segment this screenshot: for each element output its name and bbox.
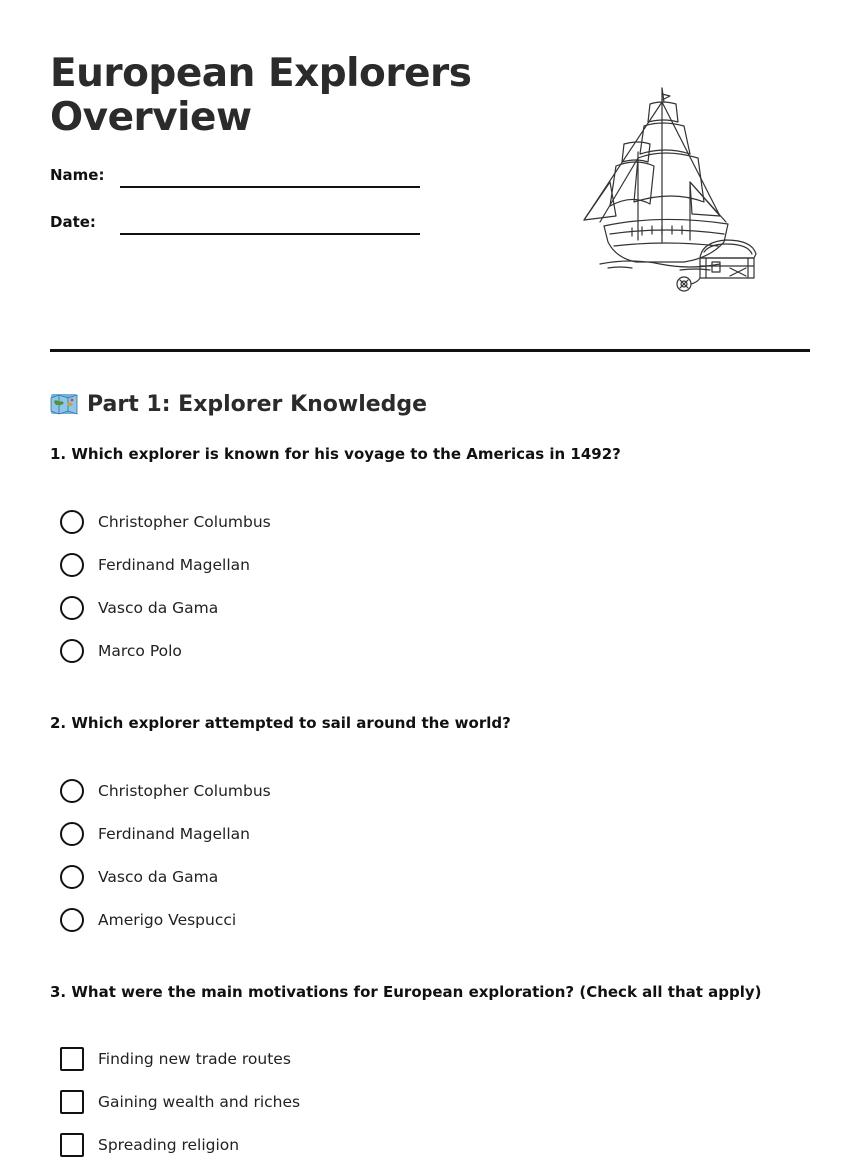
option-label: Ferdinand Magellan [98,825,250,843]
option-label: Spreading religion [98,1136,240,1154]
date-field[interactable] [120,233,420,235]
option-label: Vasco da Gama [98,868,219,886]
page-title: European Explorers Overview [50,51,472,140]
option-label: Ferdinand Magellan [98,556,250,574]
question-3: 3. What were the main motivations for European exploration? (Check all that apply) [50,983,762,1001]
header-divider [50,349,810,352]
radio-button[interactable] [60,553,84,577]
radio-button[interactable] [60,779,84,803]
q1-option-1[interactable] [60,509,271,535]
radio-button[interactable] [60,639,84,663]
radio-button[interactable] [60,908,84,932]
question-1: 1. Which explorer is known for his voyage to the Americas in 1492? [50,445,621,463]
part1-title: Part 1: Explorer Knowledge [87,391,428,417]
ship-illustration [580,82,764,294]
option-label: Gaining wealth and riches [98,1093,301,1111]
q1-option-2[interactable] [60,552,250,578]
q3-option-1[interactable] [60,1046,291,1072]
question-2: 2. Which explorer attempted to sail around the world? [50,714,511,732]
checkbox[interactable] [60,1047,84,1071]
q2-option-2[interactable] [60,821,250,847]
name-label: Name: [50,166,105,184]
option-label: Finding new trade routes [98,1050,291,1068]
map-icon [50,392,78,416]
q3-option-3[interactable] [60,1132,239,1158]
q2-option-1[interactable] [60,778,271,804]
part1-heading [50,388,427,420]
option-label: Christopher Columbus [98,782,271,800]
option-label: Christopher Columbus [98,513,271,531]
q2-option-4[interactable] [60,907,236,933]
radio-button[interactable] [60,596,84,620]
q2-option-3[interactable] [60,864,218,890]
date-field-row [50,213,420,237]
checkbox[interactable] [60,1090,84,1114]
q1-option-4[interactable] [60,638,182,664]
option-label: Marco Polo [98,642,182,660]
q3-option-2[interactable] [60,1089,300,1115]
radio-button[interactable] [60,865,84,889]
option-label: Vasco da Gama [98,599,219,617]
q1-option-3[interactable] [60,595,218,621]
checkbox[interactable] [60,1133,84,1157]
radio-button[interactable] [60,822,84,846]
name-field-row [50,166,420,190]
option-label: Amerigo Vespucci [98,911,237,929]
name-field[interactable] [120,186,420,188]
radio-button[interactable] [60,510,84,534]
date-label: Date: [50,213,96,231]
